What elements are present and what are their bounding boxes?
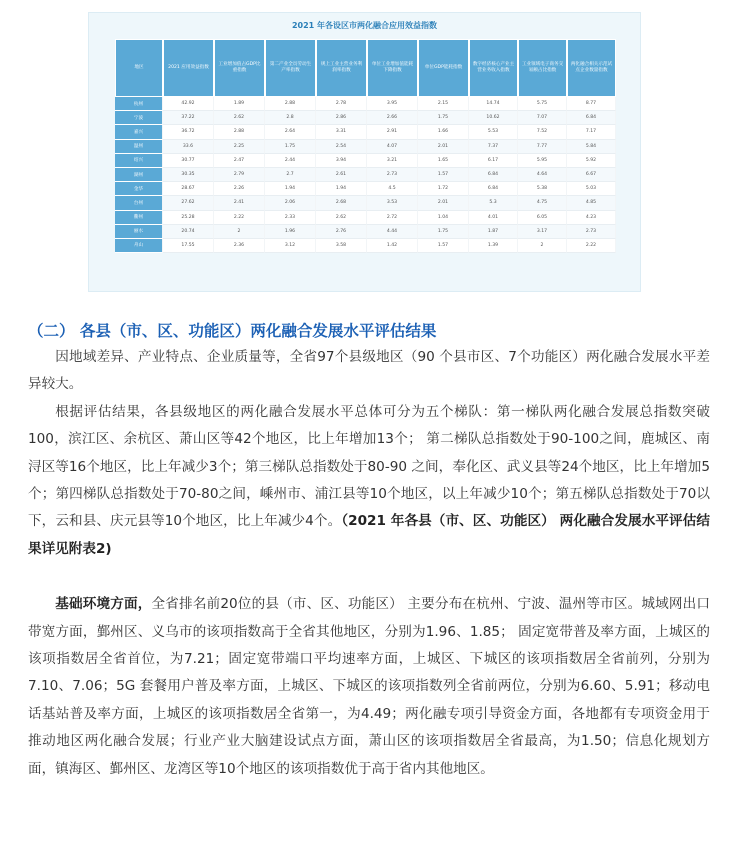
index-table-figure [88, 12, 641, 292]
table-value-cell: 4.01 [469, 211, 518, 225]
table-header-cell: 规上工业主营业务利润率指数 [316, 39, 367, 97]
table-value-cell: 1.75 [418, 111, 469, 125]
evaluation-text: 根据评估结果，各县级地区的两化融合发展水平总体可分为五个梯队：第一梯队两化融合发展总指数突破100，滨江区、余杭区、萧山区等42个地区，比上年增加13个； 第二梯队总指数处于90-100之间，鹿城区、南浔区等16个地区，比上年减少3个；第三梯队总指数处于80-90 之间，奉化区、武义县等24个地区，比上年增加5个；第四梯队总指数处于70-80之间，嵊州市、浦江县等10个地区，以上年减少10个；第五梯队总指数处于70以下，云和县、庆元县等10个地区，比上年减少4个。 [28, 403, 710, 530]
table-value-cell: 5.3 [469, 196, 518, 210]
table-row [115, 111, 616, 125]
table-value-cell: 2.88 [265, 97, 316, 111]
table-row [115, 239, 616, 253]
table-header-cell: 工业领域电子商务交易额占比指数 [518, 39, 567, 97]
table-header-cell: 工业增加值占GDP比重指数 [214, 39, 265, 97]
table-row [115, 125, 616, 139]
table-value-cell: 1.94 [316, 182, 367, 196]
table-value-cell: 20.74 [163, 225, 214, 239]
table-value-cell: 2.88 [214, 125, 265, 139]
table-value-cell: 4.07 [367, 140, 418, 154]
index-table [115, 39, 616, 253]
figure-title: 2021 年各设区市两化融合应用效益指数 [291, 21, 438, 30]
paragraph-spacer [28, 563, 710, 591]
table-value-cell: 30.35 [163, 168, 214, 182]
paragraph-overview: 因地域差异、产业特点、企业质量等，全省97个县级地区（90 个县市区、7个功能区）两化融合发展水平差异较大。 [28, 349, 710, 393]
table-header-cell: 单位GDP能耗指数 [418, 39, 469, 97]
table-value-cell: 2.73 [567, 225, 616, 239]
table-value-cell: 1.57 [418, 168, 469, 182]
table-value-cell: 7.17 [567, 125, 616, 139]
table-row [115, 140, 616, 154]
infrastructure-text: 全省排名前20位的县（市、区、功能区） 主要分布在杭州、宁波、温州等市区。城域网出口带宽方面，鄞州区、义乌市的该项指数高于全省其他地区，分别为1.96、1.85； 固定宽带普及率方面，上城区的该项指数居全省首位，为7.21；固定宽带端口平均速率方面，上城区、下城区的该项指数居全省前列，分别为7.10、7.06；5G 套餐用户普及率方面，上城区、下城区的该项指数列全省前两位，分别为6.60、5.91；移动电话基站普及率方面，上城区的该项指数居全省第一，为4.49；两化融专项引导资金方面，各地都有专项资金用于推动地区两化融合发展；行业产业大脑建设试点方面，萧山区的该项指数居全省最高，为1.50；信息化规划方面，镇海区、鄞州区、龙湾区等10个地区的该项指数优于高于省内其他地区。 [28, 596, 711, 777]
table-row [115, 225, 616, 239]
table-header-cell: 数字经济核心产业主营业务收入指数 [469, 39, 518, 97]
article-body [28, 318, 710, 783]
table-value-cell: 3.95 [367, 97, 418, 111]
table-value-cell: 4.5 [367, 182, 418, 196]
table-header-cell: 两化融合相关示范试点企业数量指数 [567, 39, 616, 97]
table-value-cell: 2.22 [214, 211, 265, 225]
table-value-cell: 5.38 [518, 182, 567, 196]
table-value-cell: 28.67 [163, 182, 214, 196]
table-value-cell: 27.62 [163, 196, 214, 210]
table-value-cell: 2.54 [316, 140, 367, 154]
table-value-cell: 1.72 [418, 182, 469, 196]
table-value-cell: 2.66 [367, 111, 418, 125]
table-value-cell: 2.15 [418, 97, 469, 111]
table-value-cell: 7.07 [518, 111, 567, 125]
table-value-cell: 4.75 [518, 196, 567, 210]
table-value-cell: 2.36 [214, 239, 265, 253]
table-header-cell: 地区 [115, 39, 163, 97]
table-value-cell: 6.17 [469, 154, 518, 168]
table-region-cell: 台州 [115, 196, 163, 210]
table-value-cell: 3.53 [367, 196, 418, 210]
table-value-cell: 8.77 [567, 97, 616, 111]
table-value-cell: 2.01 [418, 140, 469, 154]
table-region-cell: 杭州 [115, 97, 163, 111]
table-value-cell: 2.79 [214, 168, 265, 182]
table-value-cell: 3.31 [316, 125, 367, 139]
table-value-cell: 30.77 [163, 154, 214, 168]
table-value-cell: 2.26 [214, 182, 265, 196]
table-value-cell: 2.25 [214, 140, 265, 154]
table-value-cell: 2.7 [265, 168, 316, 182]
table-value-cell: 1.66 [418, 125, 469, 139]
table-value-cell: 33.6 [163, 140, 214, 154]
table-region-cell: 嘉兴 [115, 125, 163, 139]
table-value-cell: 5.84 [567, 140, 616, 154]
table-value-cell: 42.92 [163, 97, 214, 111]
table-value-cell: 4.85 [567, 196, 616, 210]
table-value-cell: 4.44 [367, 225, 418, 239]
table-region-cell: 舟山 [115, 239, 163, 253]
table-value-cell: 3.94 [316, 154, 367, 168]
table-value-cell: 2.01 [418, 196, 469, 210]
table-value-cell: 3.21 [367, 154, 418, 168]
table-value-cell: 6.84 [567, 111, 616, 125]
table-value-cell: 1.87 [469, 225, 518, 239]
table-value-cell: 2.86 [316, 111, 367, 125]
table-value-cell: 2.68 [316, 196, 367, 210]
table-region-cell: 丽水 [115, 225, 163, 239]
table-region-cell: 湖州 [115, 168, 163, 182]
table-value-cell: 1.04 [418, 211, 469, 225]
table-value-cell: 1.94 [265, 182, 316, 196]
table-value-cell: 5.75 [518, 97, 567, 111]
paragraph-evaluation [28, 399, 710, 563]
table-value-cell: 2.64 [265, 125, 316, 139]
table-body [115, 97, 616, 253]
table-value-cell: 2.76 [316, 225, 367, 239]
table-value-cell: 37.22 [163, 111, 214, 125]
appendix-note: （2021 年各县（市、区、功能区） 两化融合发展水平评估结果详见附表2) [28, 513, 710, 557]
table-value-cell: 6.05 [518, 211, 567, 225]
table-value-cell: 4.23 [567, 211, 616, 225]
table-value-cell: 3.58 [316, 239, 367, 253]
table-value-cell: 2.73 [367, 168, 418, 182]
table-region-cell: 衢州 [115, 211, 163, 225]
table-value-cell: 2.78 [316, 97, 367, 111]
table-region-cell: 温州 [115, 140, 163, 154]
infrastructure-lead: 基础环境方面， [55, 596, 152, 613]
table-value-cell: 2.44 [265, 154, 316, 168]
table-value-cell: 7.77 [518, 140, 567, 154]
table-value-cell: 6.84 [469, 182, 518, 196]
table-row [115, 97, 616, 111]
table-value-cell: 1.89 [214, 97, 265, 111]
table-value-cell: 2 [518, 239, 567, 253]
table-region-cell: 金华 [115, 182, 163, 196]
section-heading: （二） 各县（市、区、功能区）两化融合发展水平评估结果 [28, 322, 437, 340]
table-value-cell: 7.37 [469, 140, 518, 154]
table-value-cell: 10.62 [469, 111, 518, 125]
table-value-cell: 2.72 [367, 211, 418, 225]
table-value-cell: 2.33 [265, 211, 316, 225]
table-row [115, 182, 616, 196]
table-row [115, 154, 616, 168]
table-header-cell: 第二产业全员劳动生产率指数 [265, 39, 316, 97]
table-value-cell: 5.92 [567, 154, 616, 168]
table-value-cell: 2.41 [214, 196, 265, 210]
table-value-cell: 7.52 [518, 125, 567, 139]
table-value-cell: 2 [214, 225, 265, 239]
table-value-cell: 2.91 [367, 125, 418, 139]
table-value-cell: 25.28 [163, 211, 214, 225]
table-value-cell: 4.64 [518, 168, 567, 182]
table-value-cell: 2.62 [214, 111, 265, 125]
table-value-cell: 2.62 [316, 211, 367, 225]
table-value-cell: 1.96 [265, 225, 316, 239]
table-row [115, 168, 616, 182]
table-value-cell: 5.03 [567, 182, 616, 196]
table-region-cell: 绍兴 [115, 154, 163, 168]
table-value-cell: 3.12 [265, 239, 316, 253]
table-value-cell: 1.75 [265, 140, 316, 154]
table-value-cell: 1.57 [418, 239, 469, 253]
table-value-cell: 1.75 [418, 225, 469, 239]
table-value-cell: 1.65 [418, 154, 469, 168]
table-value-cell: 2.22 [567, 239, 616, 253]
table-value-cell: 1.39 [469, 239, 518, 253]
paragraph-infrastructure [28, 591, 710, 783]
table-value-cell: 2.61 [316, 168, 367, 182]
table-value-cell: 5.53 [469, 125, 518, 139]
table-value-cell: 6.84 [469, 168, 518, 182]
table-value-cell: 6.67 [567, 168, 616, 182]
table-row [115, 211, 616, 225]
table-value-cell: 2.06 [265, 196, 316, 210]
table-header-row [115, 39, 616, 97]
table-value-cell: 14.74 [469, 97, 518, 111]
table-header-cell: 2021 应用效益指数 [163, 39, 214, 97]
table-header-cell: 单位工业增加值能耗下降指数 [367, 39, 418, 97]
table-value-cell: 3.17 [518, 225, 567, 239]
table-value-cell: 2.47 [214, 154, 265, 168]
table-value-cell: 17.55 [163, 239, 214, 253]
table-region-cell: 宁波 [115, 111, 163, 125]
table-value-cell: 2.8 [265, 111, 316, 125]
table-value-cell: 5.95 [518, 154, 567, 168]
table-value-cell: 1.42 [367, 239, 418, 253]
table-row [115, 196, 616, 210]
table-value-cell: 36.72 [163, 125, 214, 139]
